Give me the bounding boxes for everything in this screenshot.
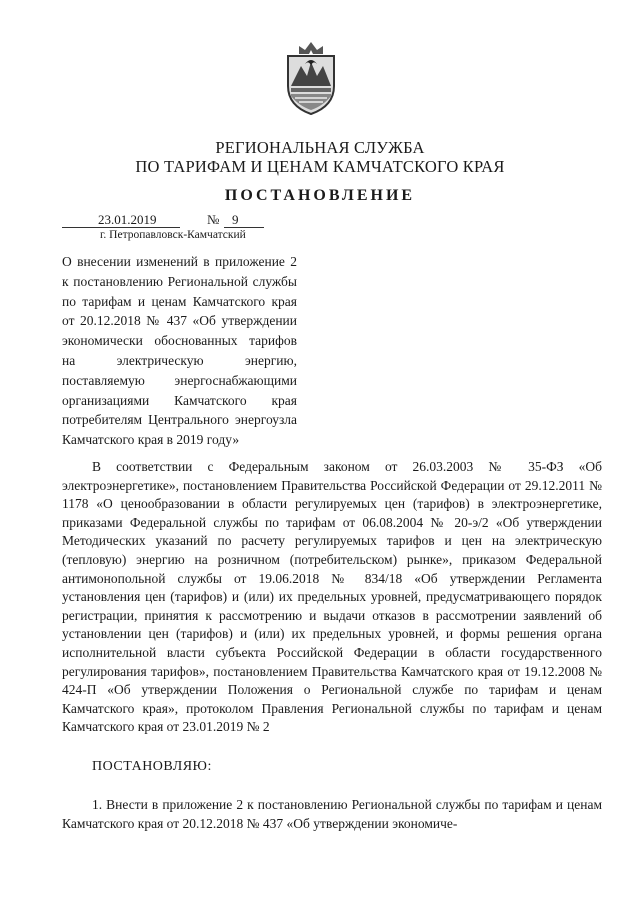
kamchatka-coat-of-arms-icon [283,40,339,116]
document-number: 9 [232,212,239,227]
org-name-line-2: ПО ТАРИФАМ И ЦЕНАМ КАМЧАТСКОГО КРАЯ [135,157,505,176]
document-city: г. Петропавловск-Камчатский [100,229,246,241]
date-underline [62,227,180,228]
resolve-heading: ПОСТАНОВЛЯЮ: [92,759,212,774]
document-date: 23.01.2019 [98,212,157,227]
preamble-paragraph: В соответствии с Федеральным законом от 26.03.2003 № 35-ФЗ «Об электроэнергетике», постановлением Правительства Российской Федерации от 29.12.2011 № 1178 «О ценообразовании в области регулируемых цен (тарифов) в электроэнергетике, приказами Федеральной службы по тарифам от 06.08.2004 № 20-э/2 «Об утверждении Методических указаний по расчету регулируемых тарифов и цен на электрическую (тепловую) энергию на розничном (потребительском) рынке», приказом Федеральной антимонопольной службы от 19.06.2018 № 834/18 «Об утверждении Регламента установления цен (тарифов) и (или) их предельных уровней, предусматривающего порядок регистрации, принятия к рассмотрению и выдачи отказов в рассмотрении заявлений об установлении цен (тарифов) и (или) их предельных уровней, и формы решения органа исполнительной власти субъекта Российской Федерации в области государственного регулирования тарифов», постановлением Правительства Камчатского края от 19.12.2008 № 424-П «Об утверждении Положения о Региональной службе по тарифам и ценам Камчатского края», протоколом Правления Региональной службы по тарифам и ценам Камчатского края от 23.01.2019 № 2 [62,459,602,735]
number-sign: № [207,212,220,227]
org-name-line-1: РЕГИОНАЛЬНАЯ СЛУЖБА [215,138,425,157]
document-subject: О внесении изменений в приложение 2 к постановлению Региональной службы по тарифам и ценам Камчатского края от 20.12.2018 № 437 «Об утверждении экономически обоснованных тарифов на электрическую энергию, поставляемую энергоснабжающими организациями Камчатского края потребителям Центрального энергоузла Камчатского края в 2019 году» [62,254,297,448]
resolution-item-1: 1. Внести в приложение 2 к постановлению Региональной службы по тарифам и ценам Камчатского края от 20.12.2018 № 437 «Об утверждении экономиче- [62,797,602,831]
number-underline [224,227,264,228]
document-type-title: ПОСТАНОВЛЕНИЕ [224,187,416,204]
